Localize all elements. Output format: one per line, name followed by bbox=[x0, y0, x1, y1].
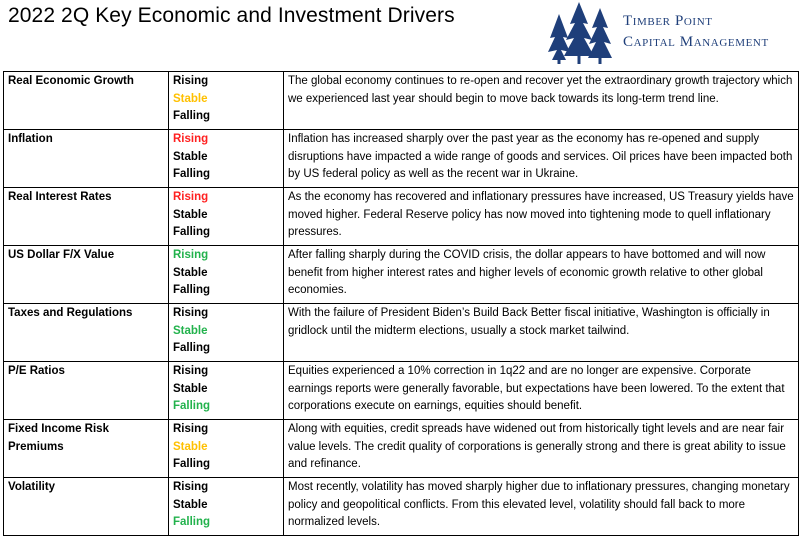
status-cell bbox=[169, 246, 284, 304]
status-rising: Rising bbox=[173, 191, 209, 203]
pine-trees-icon bbox=[545, 0, 625, 66]
status-stable: Stable bbox=[173, 266, 208, 279]
drivers-table-body bbox=[4, 72, 799, 536]
status-falling: Falling bbox=[173, 342, 211, 354]
status-falling: Falling bbox=[173, 400, 211, 412]
table-row bbox=[4, 420, 799, 478]
page-title: 2022 2Q Key Economic and Investment Drivers bbox=[8, 4, 455, 27]
driver-name: Fixed Income Risk Premiums bbox=[4, 420, 169, 478]
driver-commentary: Inflation has increased sharply over the past year as the economy has re-opened and supply disruptions have impacted a wide range of goods and services. Oil prices have been impacted both by US federal policy as well as the recent war in Ukraine. bbox=[284, 130, 799, 188]
status-rising: Rising bbox=[173, 481, 209, 493]
driver-commentary: With the failure of President Biden’s Build Back Better fiscal initiative, Washington is officially in gridlock until the midterm elections, usually a stock market tailwind. bbox=[284, 304, 799, 362]
driver-commentary: After falling sharply during the COVID crisis, the dollar appears to have bottomed and will now benefit from higher interest rates and higher levels of economic growth relative to other global economies. bbox=[284, 246, 799, 304]
status-rising: Rising bbox=[173, 307, 209, 319]
status-falling: Falling bbox=[173, 226, 211, 238]
status-rising: Rising bbox=[173, 365, 209, 377]
status-rising: Rising bbox=[173, 423, 209, 435]
drivers-table bbox=[3, 71, 799, 536]
table-row bbox=[4, 246, 799, 304]
status-stable: Stable bbox=[173, 440, 208, 453]
driver-commentary: Along with equities, credit spreads have widened out from historically tight levels and are near fair value levels. The credit quality of corporations is generally strong and there is great ability to issue and refinance. bbox=[284, 420, 799, 478]
driver-commentary: As the economy has recovered and inflationary pressures have increased, US Treasury yields have moved higher. Federal Reserve policy has now moved into tightening mode to quell inflationary pressures. bbox=[284, 188, 799, 246]
status-cell bbox=[169, 420, 284, 478]
status-stable: Stable bbox=[173, 324, 208, 337]
status-cell bbox=[169, 72, 284, 130]
status-falling: Falling bbox=[173, 168, 211, 180]
table-row bbox=[4, 362, 799, 420]
table-row bbox=[4, 478, 799, 536]
driver-commentary: Most recently, volatility has moved sharply higher due to inflationary pressures, changing monetary policy and geopolitical conflicts. From this elevated level, volatility should fall back to more normalized levels. bbox=[284, 478, 799, 536]
status-falling: Falling bbox=[173, 516, 211, 528]
driver-commentary: The global economy continues to re-open and recover yet the extraordinary growth trajectory which we experienced last year should begin to move back towards its long-term trend line. bbox=[284, 72, 799, 130]
table-row bbox=[4, 130, 799, 188]
status-falling: Falling bbox=[173, 110, 211, 122]
status-falling: Falling bbox=[173, 284, 211, 296]
status-stable: Stable bbox=[173, 498, 208, 511]
driver-name: Taxes and Regulations bbox=[4, 304, 169, 362]
table-row bbox=[4, 72, 799, 130]
driver-name: Real Interest Rates bbox=[4, 188, 169, 246]
table-row bbox=[4, 188, 799, 246]
status-stable: Stable bbox=[173, 150, 208, 163]
status-stable: Stable bbox=[173, 382, 208, 395]
driver-name: Inflation bbox=[4, 130, 169, 188]
table-row bbox=[4, 304, 799, 362]
status-cell bbox=[169, 304, 284, 362]
driver-commentary: Equities experienced a 10% correction in 1q22 and are no longer are expensive. Corporate earnings reports were generally favorable, but expectations have been lowered. To the extent that corporations execute on earnings, equities should benefit. bbox=[284, 362, 799, 420]
status-falling: Falling bbox=[173, 458, 211, 470]
driver-name: Volatility bbox=[4, 478, 169, 536]
driver-name: US Dollar F/X Value bbox=[4, 246, 169, 304]
status-stable: Stable bbox=[173, 92, 208, 105]
status-cell bbox=[169, 130, 284, 188]
status-rising: Rising bbox=[173, 249, 209, 261]
status-cell bbox=[169, 362, 284, 420]
status-rising: Rising bbox=[173, 133, 209, 145]
logo-line-2: Capital Management bbox=[623, 34, 769, 50]
status-cell bbox=[169, 478, 284, 536]
logo-line-1: Timber Point bbox=[623, 13, 713, 29]
driver-name: Real Economic Growth bbox=[4, 72, 169, 130]
status-cell bbox=[169, 188, 284, 246]
status-rising: Rising bbox=[173, 75, 209, 87]
company-logo bbox=[545, 0, 802, 66]
status-stable: Stable bbox=[173, 208, 208, 221]
driver-name: P/E Ratios bbox=[4, 362, 169, 420]
